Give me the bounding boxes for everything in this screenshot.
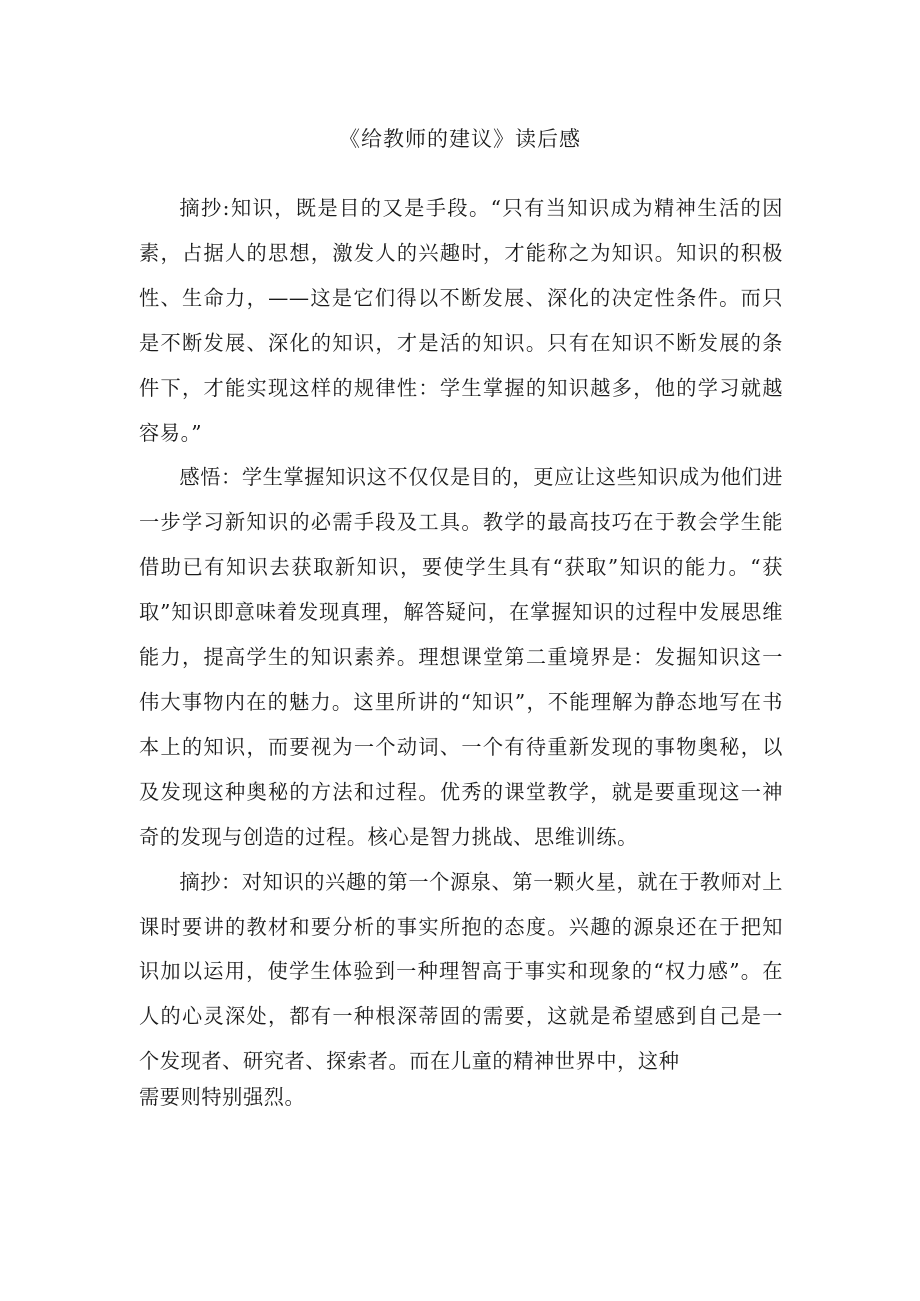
document-title: 《给教师的建议》读后感 [339,127,581,151]
document-body [139,186,783,1110]
paragraph-excerpt-2: 摘抄：对知识的兴趣的第一个源泉、第一颗火星，就在于教师对上课时要讲的教材和要分析的事实所抱的态度。兴趣的源泉还在于把知识加以运用，使学生体验到一种理智高于事实和现象的“权力感”。在人的心灵深处，都有一种根深蒂固的需要，这就是希望感到自己是一个发现者、研究者、探索者。而在儿童的精神世界中，这种 [139,869,783,1074]
paragraph-excerpt-2-tail: 需要则特别强烈。 [139,1085,306,1110]
paragraph-excerpt-1: 摘抄:知识，既是目的又是手段。“只有当知识成为精神生活的因素，占据人的思想，激发人的兴趣时，才能称之为知识。知识的积极性、生命力，——这是它们得以不断发展、深化的决定性条件。而只是不断发展、深化的知识，才是活的知识。只有在知识不断发展的条件下，才能实现这样的规律性：学生掌握的知识越多，他的学习就越容易。” [139,196,783,445]
paragraph-reflection: 感悟：学生掌握知识这不仅仅是目的，更应让这些知识成为他们进一步学习新知识的必需手段及工具。教学的最高技巧在于教会学生能借助已有知识去获取新知识，要使学生具有“获取”知识的能力。“获取”知识即意味着发现真理，解答疑问，在掌握知识的过程中发展思维能力，提高学生的知识素养。理想课堂第二重境界是：发掘知识这一伟大事物内在的魅力。这里所讲的“知识”，不能理解为静态地写在书本上的知识，而要视为一个动词、一个有待重新发现的事物奥秘，以及发现这种奥秘的方法和过程。优秀的课堂教学，就是要重现这一神奇的发现与创造的过程。核心是智力挑战、思维训练。 [139,465,783,849]
